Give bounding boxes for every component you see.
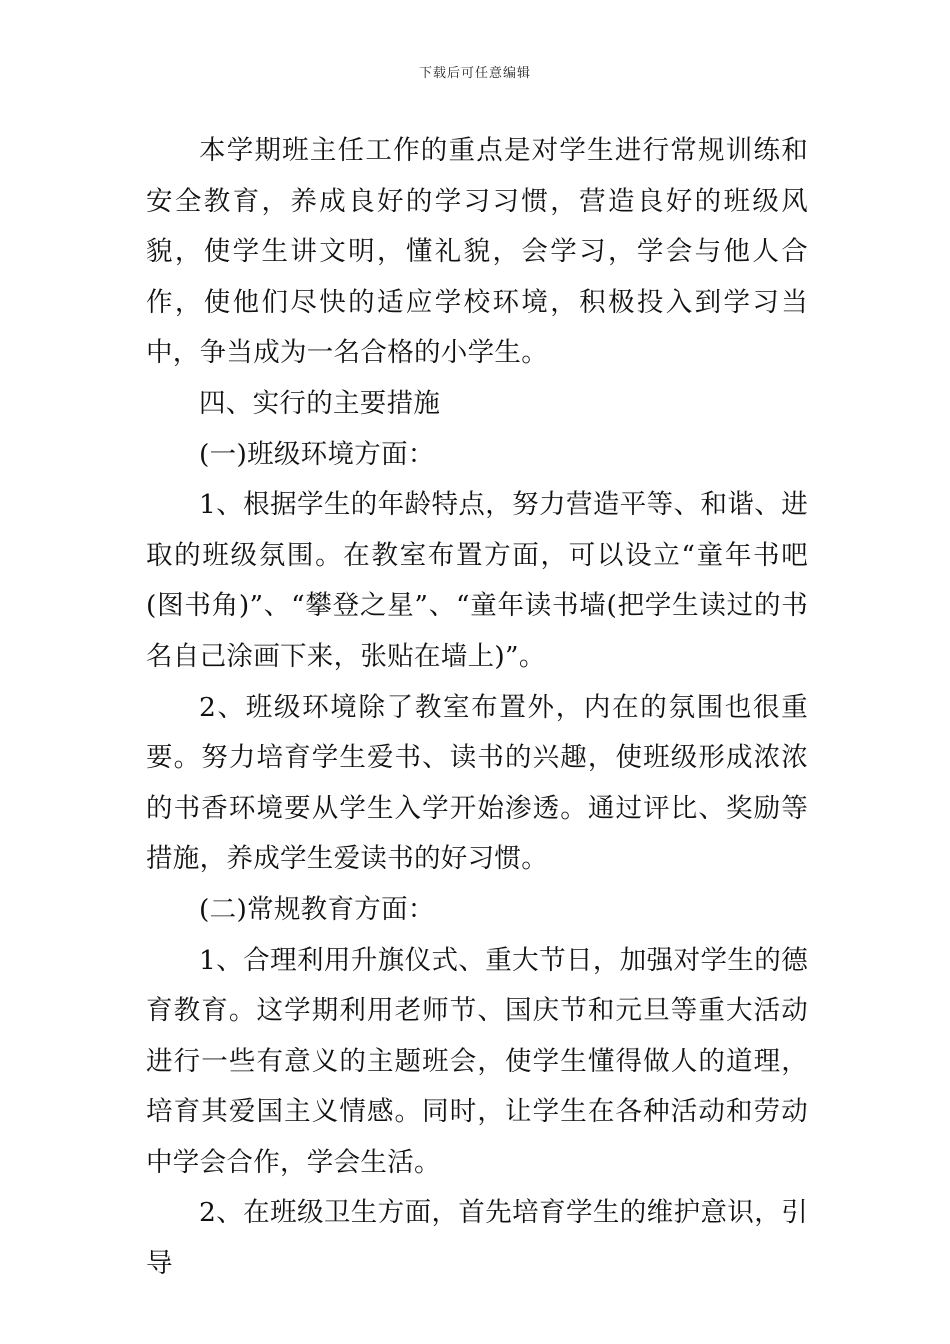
section-heading-measures: 四、实行的主要措施 <box>199 387 441 419</box>
document-body <box>146 126 808 1290</box>
paragraph-environment-1: 1、根据学生的年龄特点，努力营造平等、和谐、进取的班级氛围。在教室布置方面，可以设立“童年书吧(图书角)”、“攀登之星”、“童年读书墙(把学生读过的书名自己涂画下来，张贴在墙上)”。 <box>146 489 808 672</box>
subheading-routine-education: (二)常规教育方面： <box>199 893 435 925</box>
paragraph-environment-2: 2、班级环境除了教室布置外，内在的氛围也很重要。努力培育学生爱书、读书的兴趣，使班级形成浓浓的书香环境要从学生入学开始渗透。通过评比、奖励等措施，养成学生爱读书的好习惯。 <box>146 691 808 875</box>
page-header-note: 下载后可任意编辑 <box>418 66 531 81</box>
paragraph-intro: 本学期班主任工作的重点是对学生进行常规训练和安全教育，养成良好的学习习惯，营造良好的班级风貌，使学生讲文明，懂礼貌，会学习，学会与他人合作，使他们尽快的适应学校环境，积极投入到学习当中，争当成为一名合格的小学生。 <box>146 135 808 369</box>
paragraph-routine-2: 2、在班级卫生方面，首先培育学生的维护意识，引导 <box>146 1197 808 1280</box>
subheading-class-environment: (一)班级环境方面： <box>199 438 435 470</box>
paragraph-routine-1: 1、合理利用升旗仪式、重大节日，加强对学生的德育教育。这学期利用老师节、国庆节和元旦等重大活动进行一些有意义的主题班会，使学生懂得做人的道理，培育其爱国主义情感。同时，让学生在各种活动和劳动中学会合作，学会生活。 <box>146 944 808 1178</box>
